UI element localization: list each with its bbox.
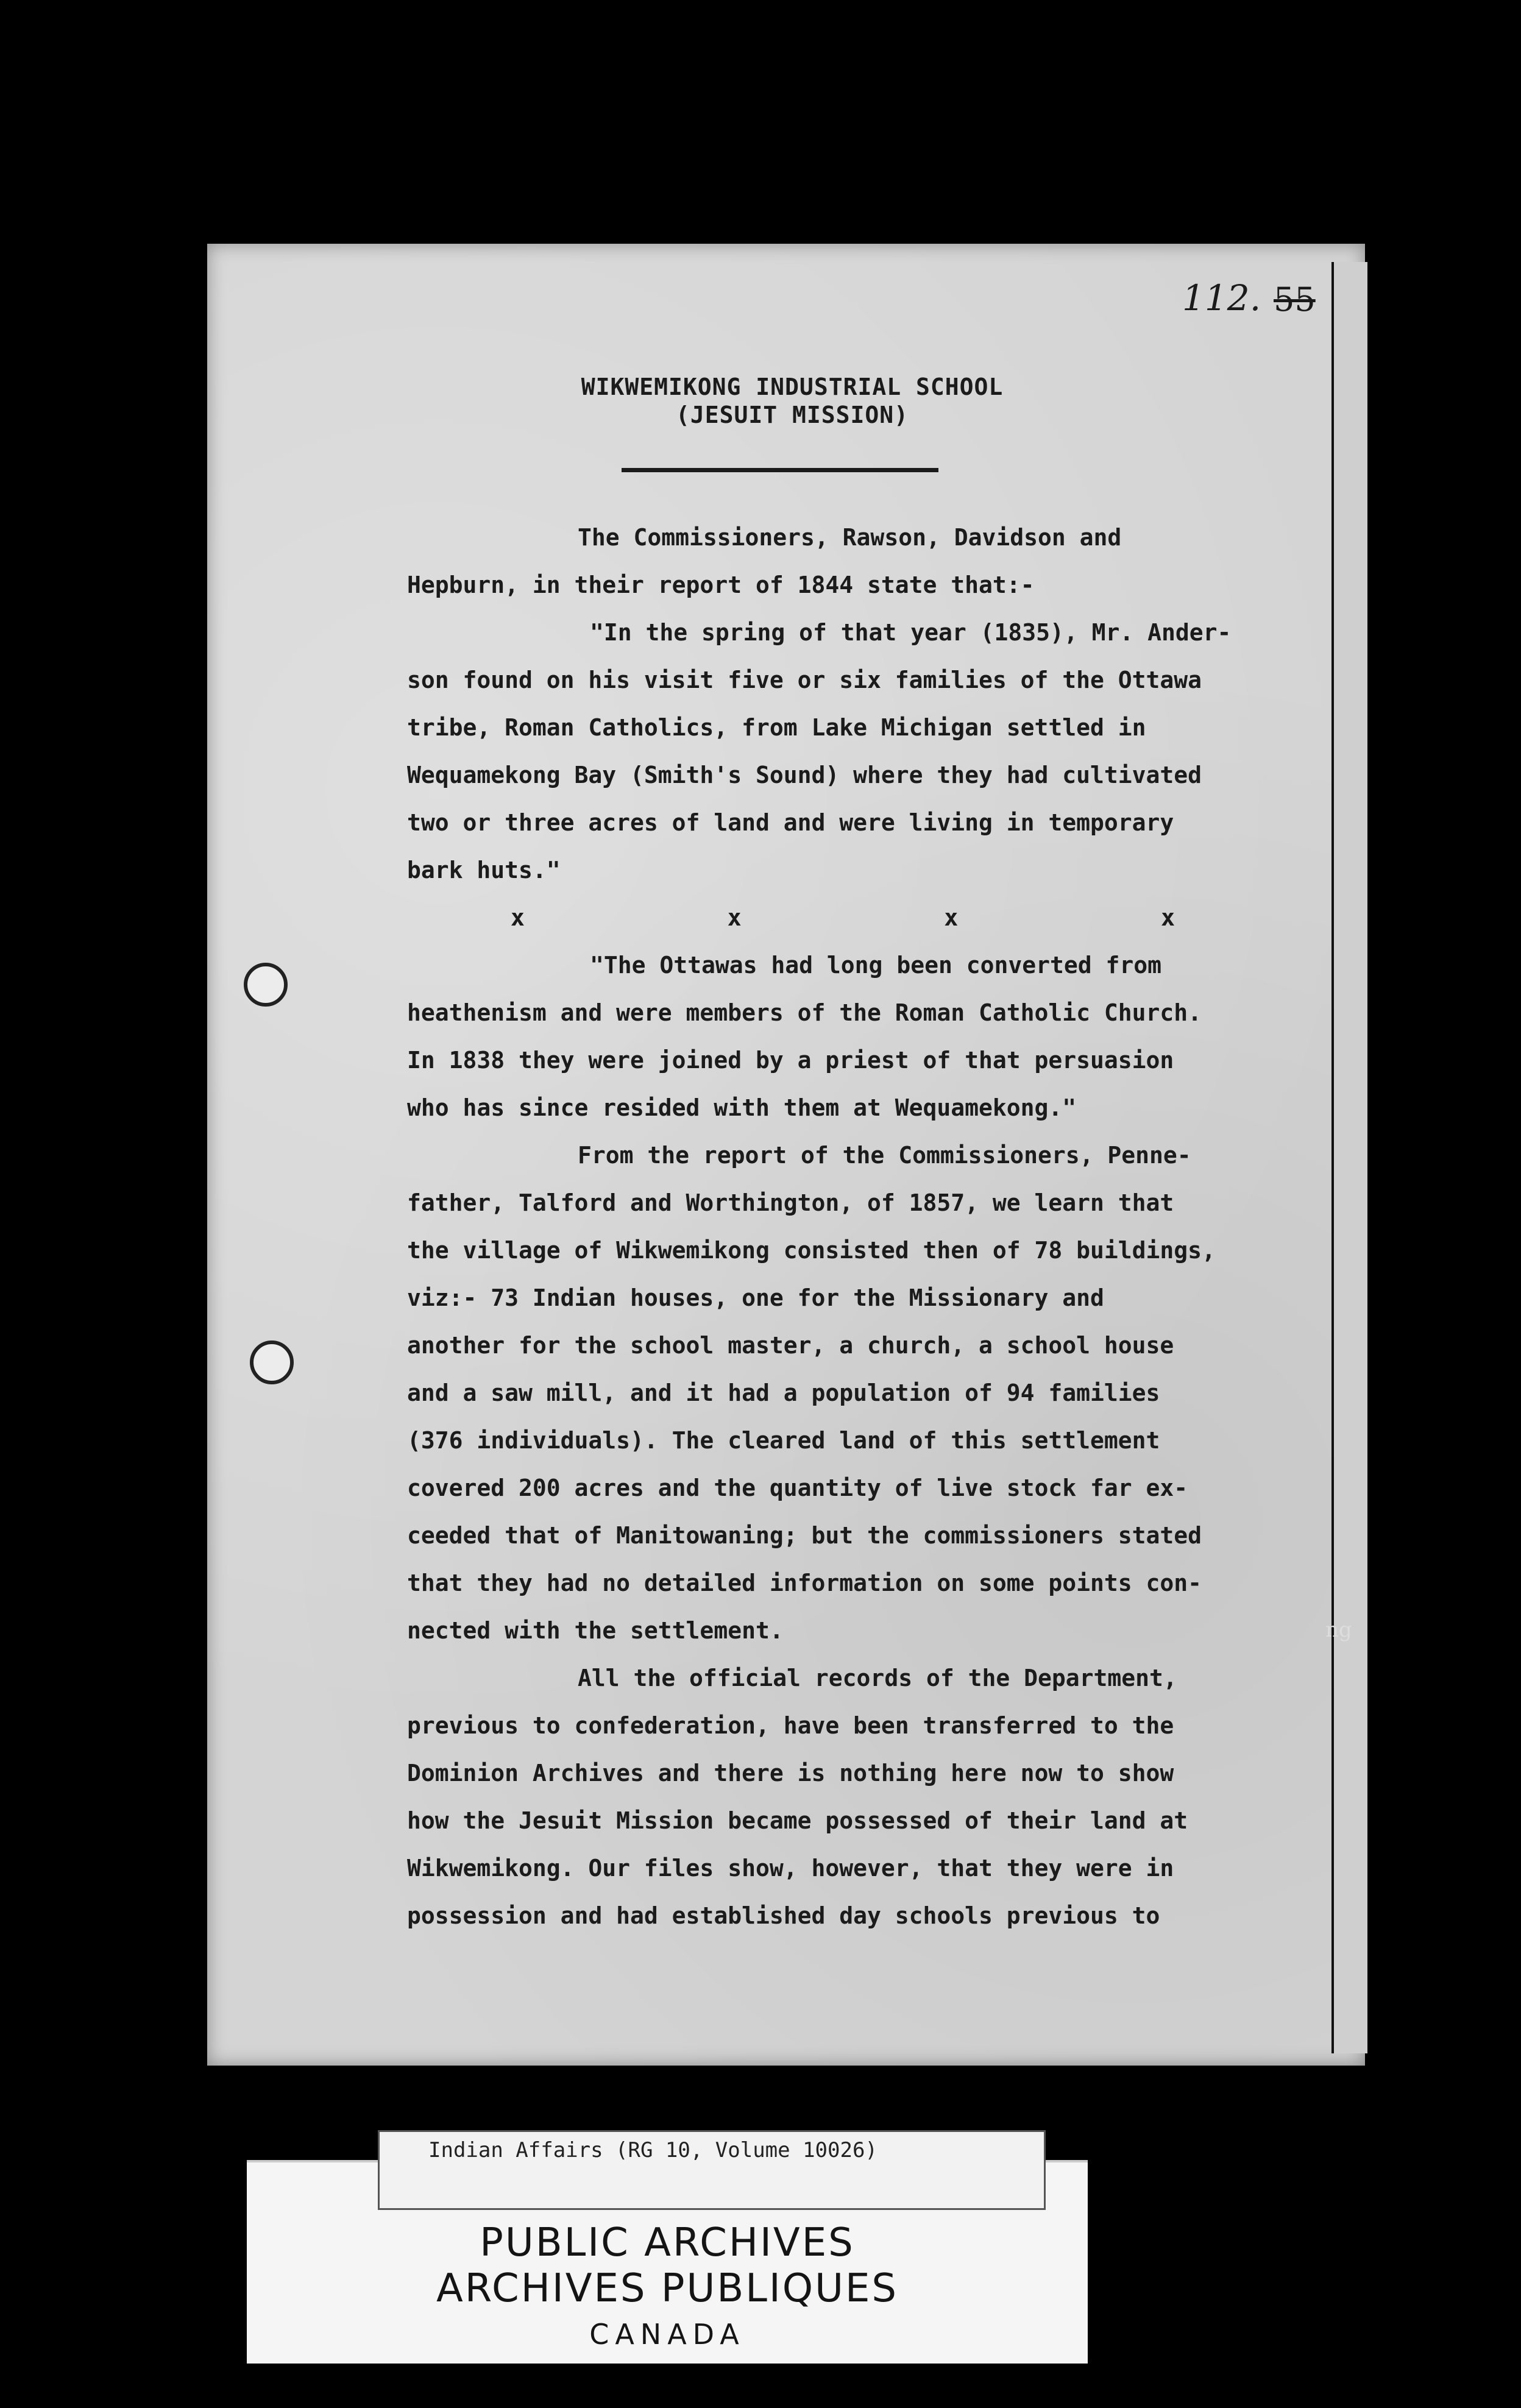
body-line: Wequamekong Bay (Smith's Sound) where they had cultivated [407,762,1202,788]
body-line: (376 individuals). The cleared land of this settlement [407,1427,1160,1454]
body-line: covered 200 acres and the quantity of live stock far ex- [407,1475,1188,1501]
body-line: how the Jesuit Mission became possessed of their land at [407,1807,1188,1834]
body-line: ceeded that of Manitowaning; but the commissioners stated [407,1522,1202,1549]
section-separator [407,894,1175,941]
body-line: viz:- 73 Indian houses, one for the Missionary and [407,1284,1104,1311]
stamp-line-english: PUBLIC ARCHIVES [480,2220,855,2265]
body-line: "In the spring of that year (1835), Mr. Ander- [590,619,1232,646]
body-line: two or three acres of land and were living in temporary [407,809,1174,836]
body-line: Hepburn, in their report of 1844 state that:- [407,572,1035,598]
body-line: who has since resided with them at Wequamekong." [407,1094,1077,1121]
body-line: The Commissioners, Rawson, Davidson and [578,524,1122,551]
body-line: and a saw mill, and it had a population of 94 families [407,1379,1160,1406]
title-underline [622,468,938,472]
separator-mark: x [727,904,742,931]
archive-label-strip [378,2130,1046,2210]
body-line: Dominion Archives and there is nothing here now to show [407,1760,1174,1787]
body-line: nected with the settlement. [407,1617,784,1644]
body-line: the village of Wikwemikong consisted then of 78 buildings, [407,1237,1216,1264]
margin-text-fragment: ng [1325,1618,1352,1642]
body-line: another for the school master, a church, a school house [407,1332,1174,1359]
body-line: that they had no detailed information on some points con- [407,1570,1202,1596]
body-line: "The Ottawas had long been converted from [590,952,1161,979]
body-line: father, Talford and Worthington, of 1857, we learn that [407,1189,1174,1216]
body-line: bark huts." [407,857,561,884]
separator-mark: x [1161,904,1175,931]
stamp-line-french: ARCHIVES PUBLIQUES [436,2266,899,2311]
separator-mark: x [944,904,959,931]
title-line-1: WIKWEMIKONG INDUSTRIAL SCHOOL [581,374,1004,400]
binding-holes [244,951,292,1377]
stamp-line-country: CANADA [589,2318,745,2351]
body-line: heathenism and were members of the Roman Catholic Church. [407,999,1202,1026]
body-line: In 1838 they were joined by a priest of that persuasion [407,1047,1174,1074]
body-line: previous to confederation, have been transferred to the [407,1712,1174,1739]
archive-reference-label: Indian Affairs (RG 10, Volume 10026) [428,2138,878,2162]
title-line-2: (JESUIT MISSION) [675,402,909,428]
struck-page-number: 55 [1274,280,1316,319]
page-number: 112. [1182,277,1261,319]
binding-hole [250,1340,294,1384]
binding-hole [244,963,288,1007]
document-body [407,514,1248,1939]
body-line: From the report of the Commissioners, Penne- [578,1142,1191,1169]
body-line: son found on his visit five or six families of the Ottawa [407,667,1202,693]
document-title [500,373,1085,429]
page-edge [1331,262,1367,2053]
body-line: All the official records of the Department, [578,1665,1177,1691]
body-line: tribe, Roman Catholics, from Lake Michigan settled in [407,714,1146,741]
body-line: possession and had established day schools previous to [407,1902,1160,1929]
separator-mark: x [511,904,525,931]
body-line: Wikwemikong. Our files show, however, that they were in [407,1855,1174,1882]
